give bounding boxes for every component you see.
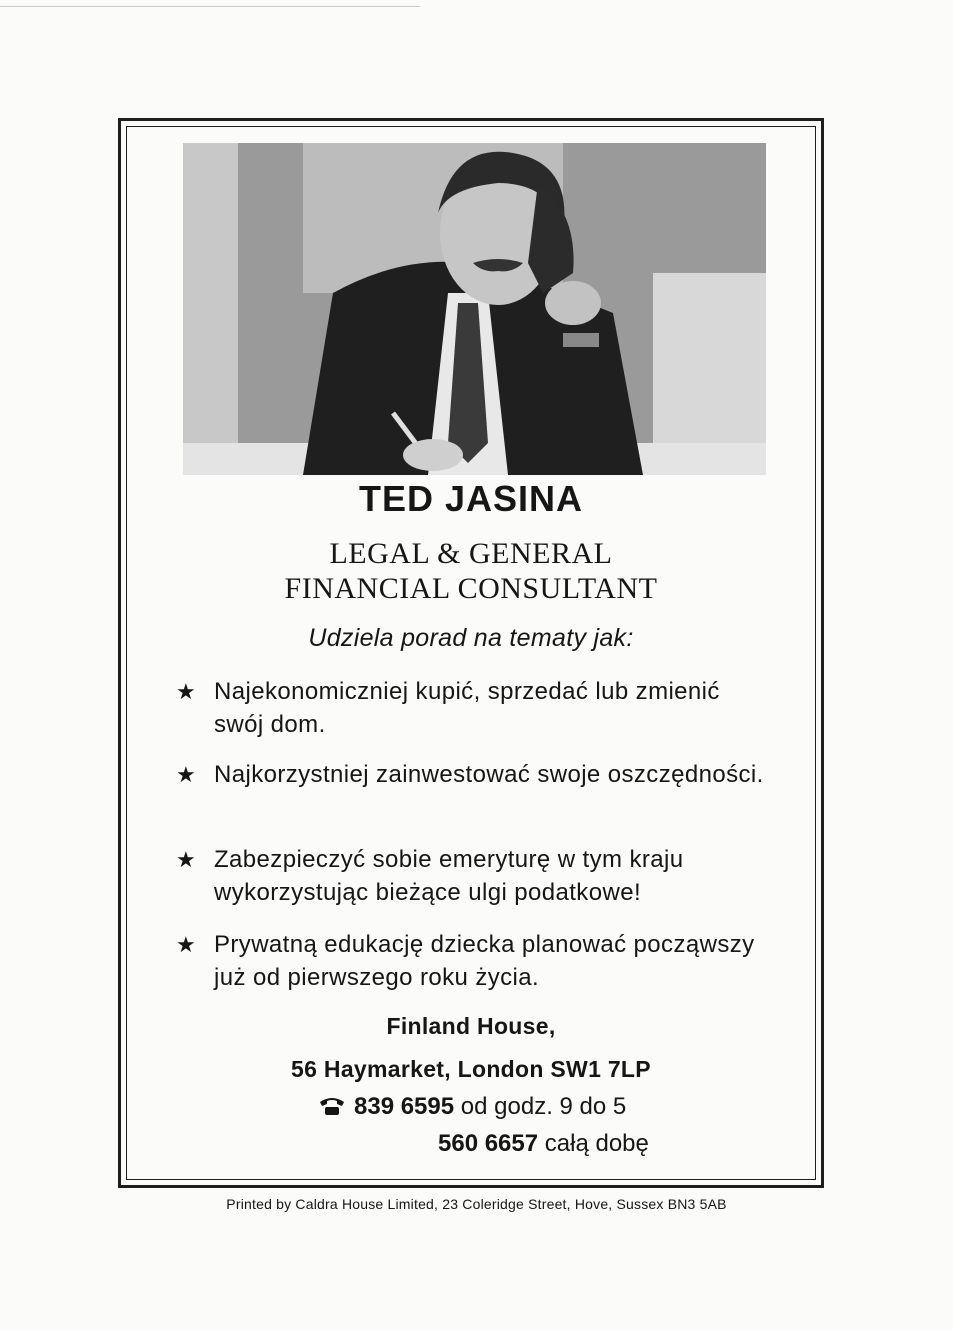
- phone-line-1: [318, 1093, 626, 1121]
- service-item: [176, 675, 772, 741]
- page-edge-line: [0, 6, 420, 7]
- service-text: Najekonomiczniej kupić, sprzedać lub zmienić swój dom.: [214, 678, 720, 738]
- service-text: Zabezpieczyć sobie emeryturę w tym kraju wykorzystując bieżące ulgi podatkowe!: [214, 846, 684, 906]
- star-icon: ★: [176, 679, 197, 704]
- service-item: [176, 928, 772, 994]
- phone-hours-1: od godz. 9 do 5: [460, 1093, 627, 1120]
- service-text: Prywatną edukację dziecka planować począwszy już od pierwszego roku życia.: [214, 931, 755, 991]
- service-item: [176, 843, 772, 909]
- printer-credit: Printed by Caldra House Limited, 23 Coleridge Street, Hove, Sussex BN3 5AB: [226, 1196, 727, 1212]
- phone-hours-2: całą dobę: [544, 1130, 649, 1157]
- address-street: 56 Haymarket, London SW1 7LP: [291, 1056, 651, 1082]
- star-icon: ★: [176, 847, 197, 872]
- phone-number-2: 560 6657: [438, 1130, 539, 1157]
- consultant-name: TED JASINA: [358, 478, 584, 519]
- services-intro: Udziela porad na tematy jak:: [308, 624, 634, 652]
- service-text: Najkorzystniej zainwestować swoje oszczędności.: [214, 761, 764, 788]
- star-icon: ★: [176, 762, 197, 787]
- phone-number-1: 839 6595: [354, 1093, 455, 1120]
- address-building: Finland House,: [386, 1013, 556, 1039]
- job-title: FINANCIAL CONSULTANT: [284, 572, 658, 605]
- phone-line-2: [438, 1130, 649, 1158]
- telephone-icon: [318, 1095, 346, 1115]
- consultant-photo: [183, 143, 766, 475]
- star-icon: ★: [176, 932, 197, 957]
- service-item: [176, 758, 772, 791]
- company-name: LEGAL & GENERAL: [329, 537, 613, 570]
